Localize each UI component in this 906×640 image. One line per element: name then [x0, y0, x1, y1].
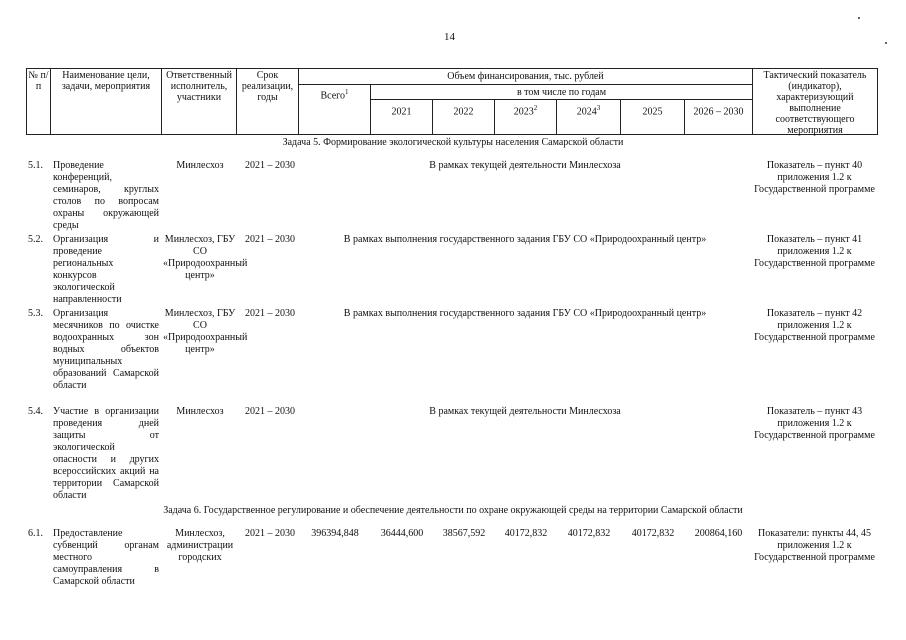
year-header: 2024$^3$ [576, 104, 601, 118]
funding-2022: 38567,592 [442, 528, 486, 539]
col-total-header: Всего$^1$ [320, 88, 349, 102]
col-resp-header: Ответственный исполнитель, участники [166, 70, 232, 103]
scan-speck [885, 42, 887, 44]
page-number: 14 [444, 31, 455, 43]
task-5-heading: Задача 5. Формирование экологической культуры населения Самарской области [282, 137, 624, 148]
col-indicator-header: Тактический показатель (индикатор), характеризующий выполнение соответствующего мероприятия [763, 70, 867, 136]
year-header: 2025 [642, 106, 663, 118]
col-term-header: Срок реализации, годы [241, 70, 294, 103]
year-header: 2022 [453, 106, 474, 118]
funding-2025: 40172,832 [631, 528, 675, 539]
funding-total: 396394,848 [311, 528, 359, 539]
col-funding-header: Объем финансирования, тыс. рублей [447, 71, 604, 82]
by-years-header: в том числе по годам [516, 87, 607, 98]
year-header: 2026 – 2030 [693, 106, 744, 118]
col-num-header: № п/п [28, 70, 49, 92]
funding-2026-2030: 200864,160 [694, 528, 743, 539]
year-header: 2023$^2$ [513, 104, 538, 118]
task-6-heading: Задача 6. Государственное регулирование и обеспечение деятельности по охране окружающей среды на территории Самарской области [163, 505, 743, 516]
funding-2021: 36444,600 [380, 528, 424, 539]
funding-2023: 40172,832 [504, 528, 548, 539]
year-header: 2021 [391, 106, 412, 118]
col-name-header: Наименование цели, задачи, мероприятия [61, 70, 151, 92]
scan-speck [858, 17, 860, 19]
funding-2024: 40172,832 [567, 528, 611, 539]
